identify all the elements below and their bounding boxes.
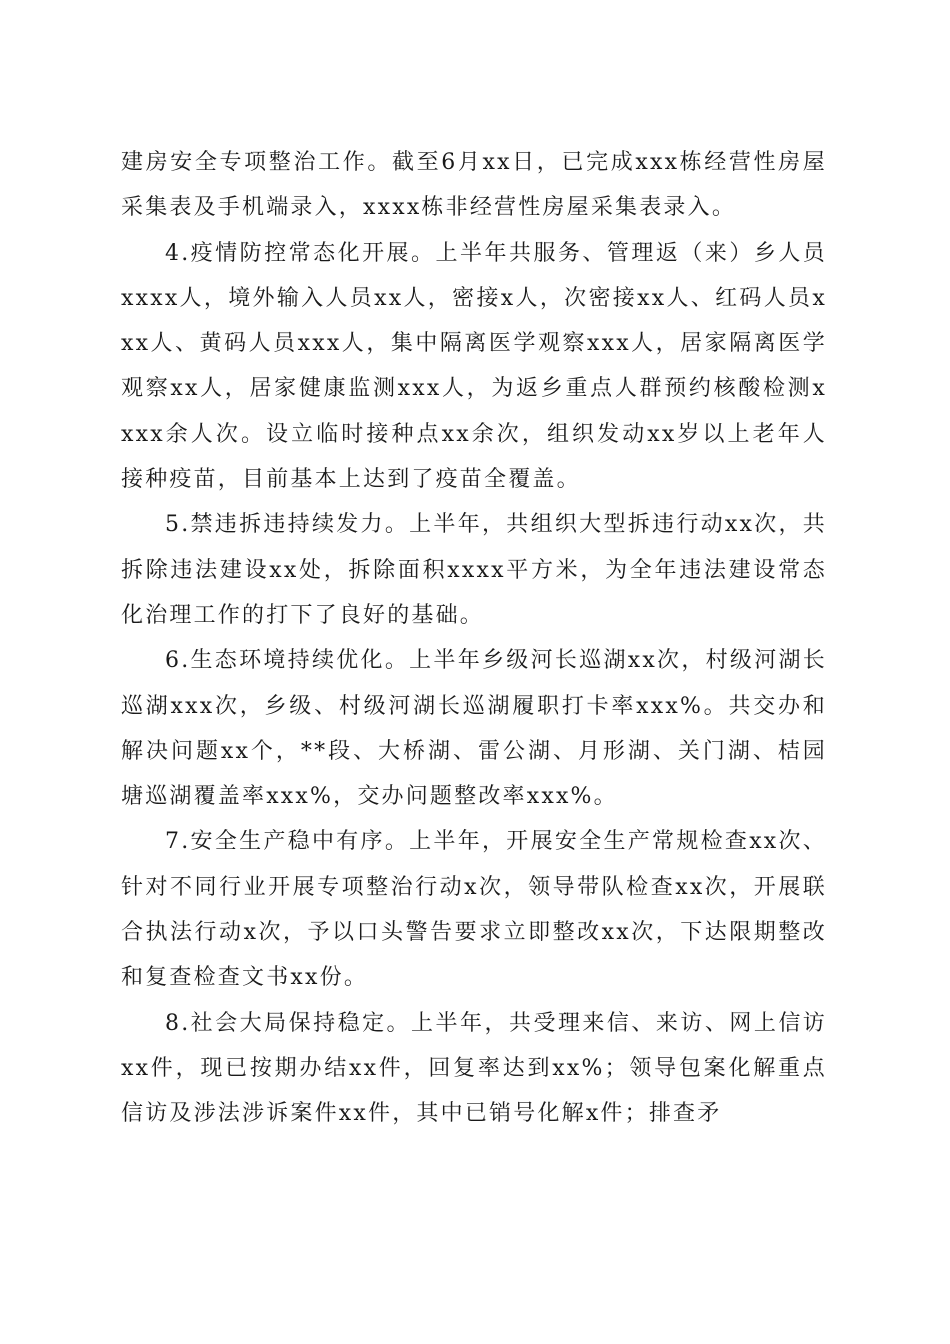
paragraph-illegal-construction: 5.禁违拆违持续发力。上半年，共组织大型拆违行动xx次，共拆除违法建设xx处，拆除面积xxxx平方米，为全年违法建设常态化治理工作的打下了良好的基础。 [121,512,827,628]
paragraph-continuation: 建房安全专项整治工作。截至6月xx日，已完成xxx栋经营性房屋采集表及手机端录入，xxxx栋非经营性房屋采集表录入。 [121,150,827,221]
paragraph-social-stability: 8.社会大局保持稳定。上半年，共受理来信、来访、网上信访xx件，现已按期办结xx件，回复率达到xx%；领导包案化解重点信访及涉法涉诉案件xx件，其中已销号化解x件；排查矛 [121,1010,827,1127]
document-body [121,140,827,1137]
paragraph-ecology: 6.生态环境持续优化。上半年乡级河长巡湖xx次，村级河湖长巡湖xxx次，乡级、村级河湖长巡湖履职打卡率xxx%。共交办和解决问题xx个，**段、大桥湖、雷公湖、月形湖、关门湖、桔园塘巡湖覆盖率xxx%，交办问题整改率xxx%。 [121,648,827,810]
paragraph-work-safety: 7.安全生产稳中有序。上半年，开展安全生产常规检查xx次、针对不同行业开展专项整治行动x次，领导带队检查xx次，开展联合执法行动x次，予以口头警告要求立即整改xx次，下达限期整改和复查检查文书xx份。 [121,829,827,991]
paragraph-epidemic-prevention: 4.疫情防控常态化开展。上半年共服务、管理返（来）乡人员xxxx人，境外输入人员xx人，密接x人，次密接xx人、红码人员xxx人、黄码人员xxx人，集中隔离医学观察xxx人，居家隔离医学观察xx人，居家健康监测xxx人，为返乡重点人群预约核酸检测xxxx余人次。设立临时接种点xx余次，组织发动xx岁以上老年人接种疫苗，目前基本上达到了疫苗全覆盖。 [121,240,827,493]
